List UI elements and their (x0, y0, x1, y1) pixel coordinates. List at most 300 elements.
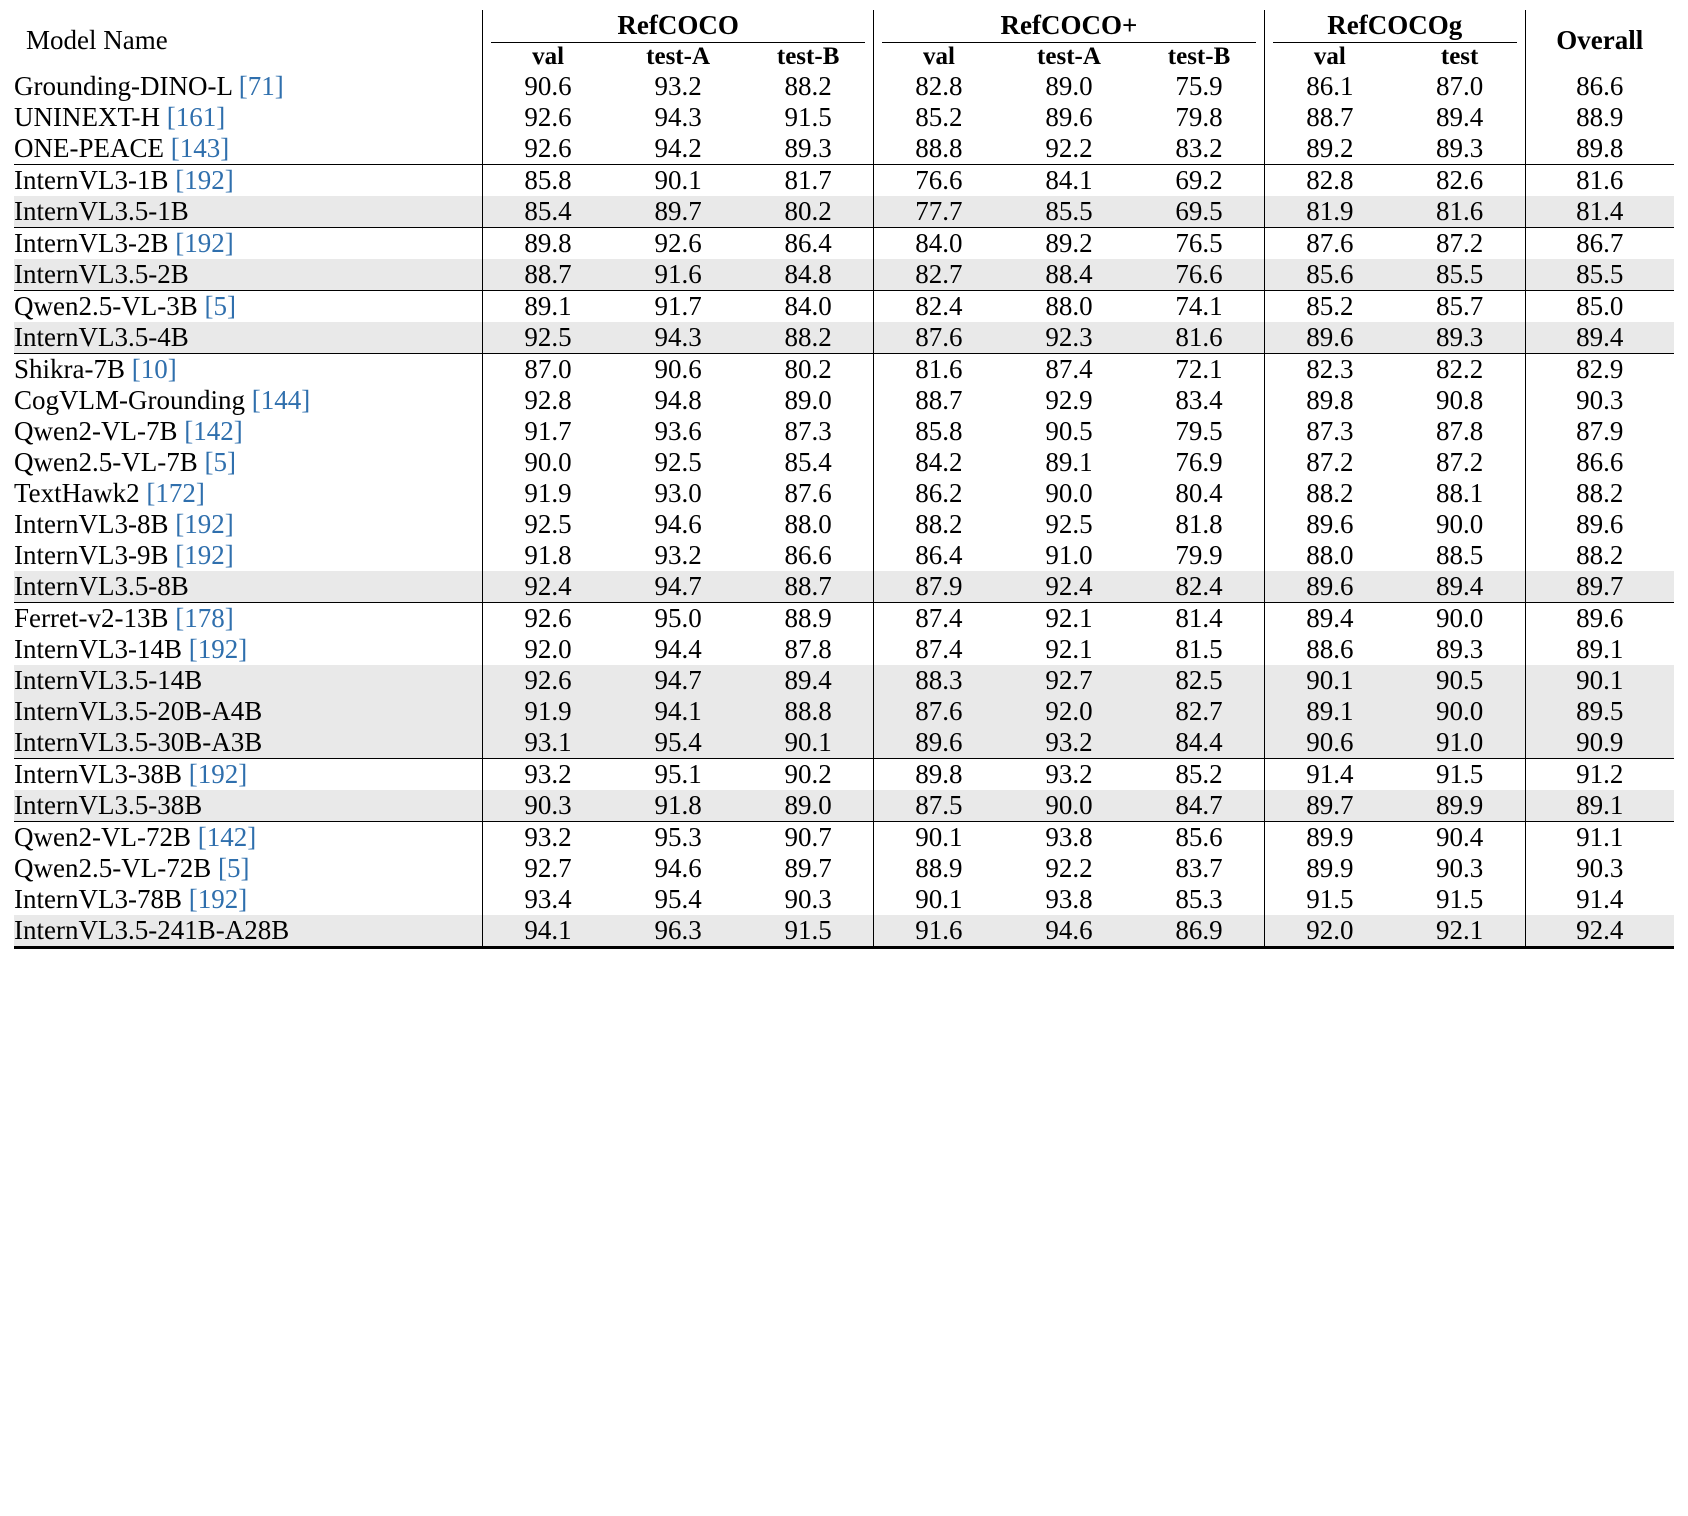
model-name-cell (14, 478, 483, 509)
cell-refcocog-test: 82.2 (1436, 354, 1484, 384)
citation-link[interactable]: [142] (177, 416, 243, 446)
model-name: InternVL3-1B (14, 165, 169, 195)
model-name-cell (14, 71, 483, 102)
model-name: InternVL3-8B (14, 509, 169, 539)
cell-refcoco-val: 92.6 (483, 665, 613, 696)
cell-refcocoplus-testb: 81.6 (1134, 322, 1264, 354)
citation-link[interactable]: [10] (125, 354, 177, 384)
cell-refcoco-testb: 87.8 (784, 634, 832, 664)
cell-refcocoplus-testa: 93.2 (1045, 759, 1093, 789)
table-row (14, 259, 1674, 291)
header-overall: Overall (1525, 10, 1674, 71)
cell-refcocoplus-testb: 83.7 (1175, 853, 1223, 883)
cell-overall: 85.0 (1525, 291, 1674, 323)
cell-refcocog-val: 89.8 (1264, 385, 1394, 416)
cell-refcoco-testa: 91.7 (654, 291, 702, 321)
cell-refcocoplus-val: 89.8 (874, 759, 1004, 791)
model-name-cell (14, 540, 483, 571)
cell-refcoco-testa: 94.7 (613, 571, 743, 603)
model-name-cell (14, 822, 483, 854)
cell-refcoco-testa: 96.3 (613, 915, 743, 948)
cell-refcocog-test: 87.2 (1436, 228, 1484, 258)
cell-refcoco-testb: 81.7 (784, 165, 832, 195)
model-name: InternVL3.5-241B-A28B (14, 915, 290, 945)
cell-refcocog-test: 89.3 (1395, 133, 1525, 165)
table-row (14, 196, 1674, 228)
cell-refcocoplus-testa: 90.0 (1004, 790, 1134, 822)
cell-refcocog-test: 88.5 (1436, 540, 1484, 570)
cell-refcocoplus-testb: 85.3 (1175, 884, 1223, 914)
cell-refcocoplus-testb: 69.5 (1134, 196, 1264, 228)
cell-refcoco-testa: 94.6 (654, 853, 702, 883)
cell-refcocog-val: 87.6 (1264, 228, 1394, 260)
cell-refcocoplus-testa: 92.2 (1004, 133, 1134, 165)
model-name: Grounding-DINO-L (14, 71, 232, 101)
model-name-cell (14, 291, 483, 323)
cell-refcocoplus-testa: 91.0 (1045, 540, 1093, 570)
header-group-refcocog (1264, 10, 1525, 43)
cell-refcocog-test: 91.0 (1395, 727, 1525, 759)
cell-refcocog-val: 89.9 (1264, 853, 1394, 884)
cell-refcocog-test: 90.5 (1395, 665, 1525, 696)
model-name-cell (14, 634, 483, 665)
table-row (14, 322, 1674, 354)
cell-refcocoplus-testb: 76.9 (1175, 447, 1223, 477)
cell-overall: 86.6 (1525, 71, 1674, 102)
model-name: Ferret-v2-13B (14, 603, 169, 633)
cell-refcoco-testb: 85.4 (784, 447, 832, 477)
cell-refcocog-val: 89.1 (1264, 696, 1394, 727)
cell-refcoco-testa: 93.0 (654, 478, 702, 508)
model-name-cell (14, 228, 483, 260)
cell-refcocoplus-testb: 69.2 (1175, 165, 1223, 195)
table-row (14, 447, 1674, 478)
cell-refcoco-testa: 92.6 (654, 228, 702, 258)
cell-refcocoplus-val: 88.9 (874, 853, 1004, 884)
cell-refcoco-testa: 91.6 (613, 259, 743, 291)
table-row (14, 853, 1674, 884)
cell-refcoco-testb: 88.2 (784, 71, 832, 101)
cell-refcocog-val: 89.6 (1264, 509, 1394, 540)
cell-overall: 89.6 (1525, 603, 1674, 635)
header-group-refcocoplus (874, 10, 1265, 43)
cell-overall: 88.2 (1525, 540, 1674, 571)
table-body (14, 71, 1674, 948)
cell-refcocog-val: 88.0 (1264, 540, 1394, 571)
cell-refcocog-test: 89.3 (1395, 322, 1525, 354)
table-row (14, 133, 1674, 165)
cell-refcocog-test: 82.6 (1436, 165, 1484, 195)
cell-refcocoplus-testa: 89.6 (1045, 102, 1093, 132)
cell-refcoco-testa: 94.7 (613, 665, 743, 696)
cell-refcoco-testa: 93.2 (654, 71, 702, 101)
citation-link[interactable]: [192] (181, 884, 248, 914)
cell-refcocoplus-testb: 79.8 (1175, 102, 1223, 132)
cell-refcoco-val: 91.8 (483, 540, 613, 571)
cell-refcocoplus-testb: 82.5 (1134, 665, 1264, 696)
cell-refcoco-val: 92.6 (483, 102, 613, 133)
header-group-refcoco-label: RefCOCO (617, 10, 739, 40)
cell-refcocoplus-val: 87.5 (874, 790, 1004, 822)
model-name: InternVL3.5-38B (14, 790, 203, 820)
cell-refcocoplus-val: 84.0 (874, 228, 1004, 260)
model-name-cell (14, 165, 483, 197)
table-row (14, 478, 1674, 509)
cell-refcocoplus-val: 86.4 (874, 540, 1004, 571)
model-name: InternVL3-9B (14, 540, 169, 570)
citation-link[interactable]: [192] (168, 228, 234, 258)
model-name: InternVL3.5-14B (14, 665, 203, 695)
cell-refcoco-val: 92.4 (483, 571, 613, 603)
cell-refcocoplus-testa: 89.2 (1045, 228, 1093, 258)
model-name: Qwen2.5-VL-3B (14, 291, 198, 321)
cell-refcocoplus-testa: 93.8 (1045, 884, 1093, 914)
cell-refcocoplus-testa: 92.2 (1045, 853, 1093, 883)
cell-overall: 89.1 (1525, 634, 1674, 665)
cell-refcoco-val: 91.9 (483, 696, 613, 727)
cell-refcocoplus-testb: 84.4 (1134, 727, 1264, 759)
cell-refcocoplus-testb: 83.4 (1175, 385, 1223, 415)
model-name-cell (14, 571, 483, 603)
cell-refcocoplus-testb: 82.7 (1134, 696, 1264, 727)
cell-refcocoplus-testa: 92.1 (1045, 603, 1093, 633)
model-name-cell (14, 416, 483, 447)
model-name-cell (14, 884, 483, 915)
cell-refcoco-testb: 80.2 (784, 354, 832, 384)
citation-link[interactable]: [144] (245, 385, 311, 415)
cell-refcocoplus-testa: 93.2 (1004, 727, 1134, 759)
cell-refcocog-test: 89.4 (1395, 571, 1525, 603)
model-name-cell (14, 259, 483, 291)
cell-refcoco-val: 91.7 (483, 416, 613, 447)
cell-refcoco-testb: 88.0 (784, 509, 832, 539)
cell-refcocog-test: 90.8 (1436, 385, 1484, 415)
model-name-cell (14, 354, 483, 386)
cell-refcocoplus-testb: 75.9 (1175, 71, 1223, 101)
cell-refcocoplus-testb: 86.9 (1134, 915, 1264, 948)
cell-refcoco-val: 93.4 (483, 884, 613, 915)
model-name: Qwen2-VL-72B (14, 822, 191, 852)
cell-refcoco-testb: 89.4 (743, 665, 873, 696)
cell-overall: 86.6 (1525, 447, 1674, 478)
cell-refcocoplus-testb: 83.2 (1134, 133, 1264, 165)
cell-refcocoplus-val: 85.8 (874, 416, 1004, 447)
cell-refcocoplus-testa: 92.0 (1004, 696, 1134, 727)
table-row (14, 354, 1674, 386)
cell-refcocog-test: 89.3 (1436, 634, 1484, 664)
cell-refcocog-val: 89.2 (1264, 133, 1394, 165)
cell-refcoco-testb: 87.3 (784, 416, 832, 446)
cell-refcocoplus-testb: 80.4 (1175, 478, 1223, 508)
cell-refcocoplus-val: 77.7 (874, 196, 1004, 228)
cell-refcoco-testb: 89.0 (743, 790, 873, 822)
cell-refcoco-val: 91.9 (483, 478, 613, 509)
cell-refcoco-val: 87.0 (483, 354, 613, 386)
cell-refcoco-testa: 94.2 (613, 133, 743, 165)
cell-refcocoplus-testb: 85.2 (1175, 759, 1223, 789)
cell-refcocog-test: 87.8 (1436, 416, 1484, 446)
model-name-cell (14, 196, 483, 228)
model-name: InternVL3.5-8B (14, 571, 189, 601)
model-name-cell (14, 665, 483, 696)
cell-refcocoplus-testb: 85.6 (1175, 822, 1223, 852)
cell-overall: 91.1 (1525, 822, 1674, 854)
model-name: InternVL3-38B (14, 759, 182, 789)
model-name-cell (14, 447, 483, 478)
cell-refcoco-testa: 94.4 (654, 634, 702, 664)
table-row (14, 291, 1674, 323)
cell-refcocoplus-testa: 92.3 (1004, 322, 1134, 354)
model-name: Qwen2-VL-7B (14, 416, 178, 446)
cell-refcoco-val: 93.2 (483, 822, 613, 854)
cell-refcoco-val: 89.1 (483, 291, 613, 323)
cell-refcoco-testa: 93.6 (654, 416, 702, 446)
cell-refcoco-testa: 90.6 (654, 354, 702, 384)
table-row (14, 228, 1674, 260)
citation-link[interactable]: [142] (190, 822, 257, 852)
cell-refcoco-val: 92.6 (483, 603, 613, 635)
cell-refcoco-val: 89.8 (483, 228, 613, 260)
cell-refcocoplus-testb: 84.7 (1134, 790, 1264, 822)
citation-link[interactable]: [178] (168, 603, 234, 633)
model-name: InternVL3-78B (14, 884, 182, 914)
cell-refcoco-testa: 92.5 (654, 447, 702, 477)
cell-overall: 88.2 (1525, 478, 1674, 509)
cell-refcocoplus-testa: 87.4 (1045, 354, 1093, 384)
cell-refcocoplus-testa: 93.8 (1045, 822, 1093, 852)
header-group-refcoco (483, 10, 874, 43)
cell-refcoco-testb: 88.2 (743, 322, 873, 354)
cell-refcocoplus-testb: 79.9 (1175, 540, 1223, 570)
cell-overall: 89.8 (1525, 133, 1674, 165)
cell-refcocog-test: 90.3 (1436, 853, 1484, 883)
cell-refcoco-val: 85.8 (483, 165, 613, 197)
table-row (14, 71, 1674, 102)
model-name-cell (14, 790, 483, 822)
cell-refcocog-val: 87.3 (1264, 416, 1394, 447)
cell-refcocoplus-testb: 79.5 (1175, 416, 1223, 446)
cell-refcoco-testb: 84.8 (743, 259, 873, 291)
cell-refcocog-val: 89.4 (1264, 603, 1394, 635)
cell-overall: 91.4 (1525, 884, 1674, 915)
cell-refcocoplus-testb: 72.1 (1175, 354, 1223, 384)
cell-refcoco-testa: 90.1 (654, 165, 702, 195)
model-name-cell (14, 759, 483, 791)
citation-link[interactable]: [71] (231, 71, 284, 101)
cell-refcoco-testb: 90.1 (743, 727, 873, 759)
cell-refcocog-val: 85.2 (1264, 291, 1394, 323)
cell-refcoco-val: 94.1 (483, 915, 613, 948)
header-group-row (14, 10, 1674, 43)
cell-refcoco-val: 90.6 (483, 71, 613, 102)
cell-refcocoplus-val: 87.4 (874, 634, 1004, 665)
cell-refcocoplus-testb: 76.5 (1175, 228, 1223, 258)
citation-link[interactable]: [172] (139, 478, 205, 508)
model-name: InternVL3.5-4B (14, 322, 189, 352)
header-refcocog-val: val (1264, 43, 1394, 71)
cell-refcocoplus-testa: 92.9 (1045, 385, 1093, 415)
cell-refcocog-test: 90.0 (1395, 696, 1525, 727)
cell-refcoco-val: 85.4 (483, 196, 613, 228)
cell-refcoco-testb: 88.9 (784, 603, 832, 633)
cell-refcocoplus-val: 81.6 (874, 354, 1004, 386)
cell-refcoco-testb: 91.5 (784, 102, 832, 132)
header-refcocoplus-testa: test-A (1037, 43, 1101, 70)
cell-refcocog-val: 88.7 (1264, 102, 1394, 133)
cell-refcocog-val: 88.6 (1264, 634, 1394, 665)
header-refcoco-testa: test-A (646, 43, 711, 70)
cell-refcoco-testb: 90.2 (784, 759, 832, 789)
model-name: Qwen2.5-VL-72B (14, 853, 212, 883)
header-refcocoplus-testb: test-B (1167, 43, 1231, 70)
cell-overall: 85.5 (1525, 259, 1674, 291)
header-refcocoplus-val: val (874, 43, 1004, 71)
model-name: TextHawk2 (14, 478, 140, 508)
model-name-cell (14, 509, 483, 540)
model-name: InternVL3.5-1B (14, 196, 189, 226)
cell-overall: 87.9 (1525, 416, 1674, 447)
cell-refcoco-testb: 90.3 (784, 884, 832, 914)
citation-link[interactable]: [5] (197, 447, 236, 477)
cell-overall: 89.6 (1525, 509, 1674, 540)
cell-overall: 88.9 (1525, 102, 1674, 133)
cell-refcoco-testa: 94.3 (654, 102, 702, 132)
table-row (14, 634, 1674, 665)
cell-refcocoplus-testb: 82.4 (1134, 571, 1264, 603)
cell-refcocog-test: 90.4 (1436, 822, 1484, 852)
model-name: InternVL3.5-20B-A4B (14, 696, 263, 726)
cell-refcocog-val: 82.3 (1264, 354, 1394, 386)
cell-refcocog-val: 89.6 (1264, 322, 1394, 354)
cell-refcoco-val: 92.5 (483, 322, 613, 354)
header-refcoco-val: val (483, 43, 613, 71)
citation-link[interactable]: [192] (168, 540, 234, 570)
cell-refcoco-testb: 88.7 (743, 571, 873, 603)
cell-refcoco-val: 88.7 (483, 259, 613, 291)
cell-refcocoplus-val: 76.6 (874, 165, 1004, 197)
citation-link[interactable]: [192] (168, 165, 234, 195)
citation-link[interactable]: [5] (197, 291, 236, 321)
cell-overall: 82.9 (1525, 354, 1674, 386)
cell-overall: 92.4 (1525, 915, 1674, 948)
cell-refcoco-val: 93.1 (483, 727, 613, 759)
model-name: InternVL3.5-30B-A3B (14, 727, 263, 757)
cell-overall: 90.1 (1525, 665, 1674, 696)
header-refcoco-testb: test-B (776, 43, 840, 70)
model-name: ONE-PEACE (14, 133, 164, 163)
cell-refcocog-val: 85.6 (1264, 259, 1394, 291)
cell-refcocog-val: 89.9 (1264, 822, 1394, 854)
cell-refcocog-test: 87.2 (1436, 447, 1484, 477)
cell-refcocog-test: 87.0 (1436, 71, 1484, 101)
cell-refcocog-test: 92.1 (1395, 915, 1525, 948)
cell-overall: 89.4 (1525, 322, 1674, 354)
cell-refcoco-testa: 95.1 (654, 759, 702, 789)
table-row (14, 571, 1674, 603)
cell-refcocog-val: 86.1 (1264, 71, 1394, 102)
table-row (14, 603, 1674, 635)
citation-link[interactable]: [192] (168, 509, 234, 539)
table-row (14, 665, 1674, 696)
cell-refcocog-val: 88.2 (1264, 478, 1394, 509)
cell-refcocoplus-val: 87.6 (874, 322, 1004, 354)
cell-refcocoplus-testa: 90.0 (1045, 478, 1093, 508)
cell-overall: 90.3 (1525, 853, 1674, 884)
citation-link[interactable]: [143] (164, 133, 230, 163)
cell-refcoco-testa: 95.3 (654, 822, 702, 852)
model-name-cell (14, 102, 483, 133)
results-table (14, 10, 1674, 949)
table-row (14, 759, 1674, 791)
model-name: UNINEXT-H (14, 102, 160, 132)
cell-refcocog-val: 90.1 (1264, 665, 1394, 696)
cell-overall: 89.7 (1525, 571, 1674, 603)
header-group-refcocog-label: RefCOCOg (1327, 10, 1463, 40)
cell-refcocoplus-val: 82.4 (874, 291, 1004, 323)
cell-refcocog-val: 89.6 (1264, 571, 1394, 603)
citation-link[interactable]: [192] (181, 759, 248, 789)
cell-overall: 81.4 (1525, 196, 1674, 228)
cell-refcocoplus-val: 88.8 (874, 133, 1004, 165)
cell-refcoco-testa: 95.4 (654, 884, 702, 914)
citation-link[interactable]: [192] (181, 634, 248, 664)
cell-refcocoplus-val: 86.2 (874, 478, 1004, 509)
cell-refcocoplus-testa: 92.1 (1045, 634, 1093, 664)
table-row (14, 165, 1674, 197)
cell-refcocoplus-testa: 89.0 (1045, 71, 1093, 101)
model-name-cell (14, 603, 483, 635)
cell-refcoco-val: 92.0 (483, 634, 613, 665)
cell-refcoco-testa: 91.8 (613, 790, 743, 822)
cell-refcocoplus-val: 91.6 (874, 915, 1004, 948)
cell-refcoco-val: 92.8 (483, 385, 613, 416)
cell-overall: 91.2 (1525, 759, 1674, 791)
cell-refcocoplus-val: 87.4 (874, 603, 1004, 635)
table-header (14, 10, 1674, 71)
cell-refcoco-testb: 86.4 (784, 228, 832, 258)
cell-refcocoplus-val: 88.2 (874, 509, 1004, 540)
cell-refcoco-testb: 90.7 (784, 822, 832, 852)
table-row (14, 416, 1674, 447)
cell-refcocoplus-testa: 88.4 (1004, 259, 1134, 291)
cell-refcocoplus-testa: 90.5 (1045, 416, 1093, 446)
cell-refcocoplus-val: 85.2 (874, 102, 1004, 133)
cell-refcoco-testa: 93.2 (654, 540, 702, 570)
cell-refcocoplus-testa: 94.6 (1004, 915, 1134, 948)
cell-refcoco-testb: 89.7 (784, 853, 832, 883)
model-name: CogVLM-Grounding (14, 385, 245, 415)
citation-link[interactable]: [5] (211, 853, 250, 883)
cell-refcocoplus-testa: 92.7 (1004, 665, 1134, 696)
cell-refcoco-testb: 89.0 (784, 385, 832, 415)
cell-refcoco-testa: 94.6 (654, 509, 702, 539)
citation-link[interactable]: [161] (159, 102, 226, 132)
model-name-cell (14, 727, 483, 759)
cell-refcoco-testa: 89.7 (613, 196, 743, 228)
model-name-cell (14, 853, 483, 884)
cell-refcocog-test: 89.9 (1395, 790, 1525, 822)
table-row (14, 884, 1674, 915)
cell-overall: 81.6 (1525, 165, 1674, 197)
model-name-cell (14, 133, 483, 165)
table-row (14, 385, 1674, 416)
cell-refcoco-val: 92.5 (483, 509, 613, 540)
cell-refcocoplus-testa: 85.5 (1004, 196, 1134, 228)
model-name: InternVL3-2B (14, 228, 169, 258)
cell-overall: 90.9 (1525, 727, 1674, 759)
cell-refcocog-test: 89.4 (1436, 102, 1484, 132)
cell-refcocoplus-testb: 76.6 (1134, 259, 1264, 291)
